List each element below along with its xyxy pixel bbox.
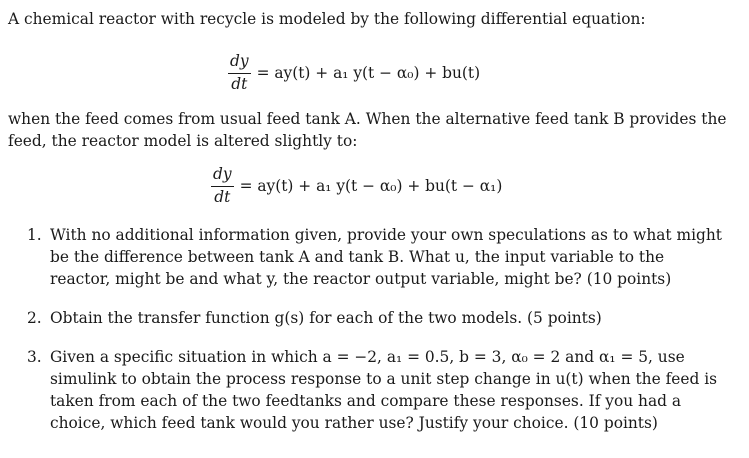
question-number: 2.	[27, 309, 42, 327]
question-item	[27, 224, 727, 290]
fraction-denominator: dt	[214, 188, 231, 206]
question-list	[27, 224, 727, 454]
derivative-fraction	[228, 52, 251, 94]
derivative-fraction	[211, 165, 234, 207]
question-number: 1.	[27, 226, 42, 244]
question-text: Obtain the transfer function g(s) for each of the two models. (5 points)	[50, 309, 602, 327]
tank-b-paragraph: when the feed comes from usual feed tank A. When the alternative feed tank B provides the feed, the reactor model is altered slightly to:	[8, 110, 727, 150]
fraction-denominator: dt	[231, 75, 248, 93]
equation-rhs: = ay(t) + a₁ y(t − α₀) + bu(t − α₁)	[239, 177, 503, 195]
question-text: With no additional information given, provide your own speculations as to what might be the difference between tank A and tank B. What u, the input variable to the reactor, might be and what y, the reactor output variable, might be? (10 points)	[50, 226, 722, 288]
question-item	[27, 307, 727, 329]
fraction-numerator: dy	[228, 52, 251, 74]
equation-rhs: = ay(t) + a₁ y(t − α₀) + bu(t)	[256, 64, 481, 82]
question-number: 3.	[27, 348, 42, 366]
intro-paragraph: A chemical reactor with recycle is modeled by the following differential equation:	[8, 10, 646, 28]
question-item	[27, 346, 727, 434]
equation-tank-a	[228, 52, 480, 94]
fraction-numerator: dy	[211, 165, 234, 187]
equation-tank-b	[211, 165, 502, 207]
question-text: Given a specific situation in which a = −2, a₁ = 0.5, b = 3, α₀ = 2 and α₁ = 5, use simulink to obtain the process response to a unit step change in u(t) when the feed is taken from each of the two feedtanks and compare these responses. If you had a choice, which feed tank would you rather use? Justify your choice. (10 points)	[50, 348, 718, 432]
